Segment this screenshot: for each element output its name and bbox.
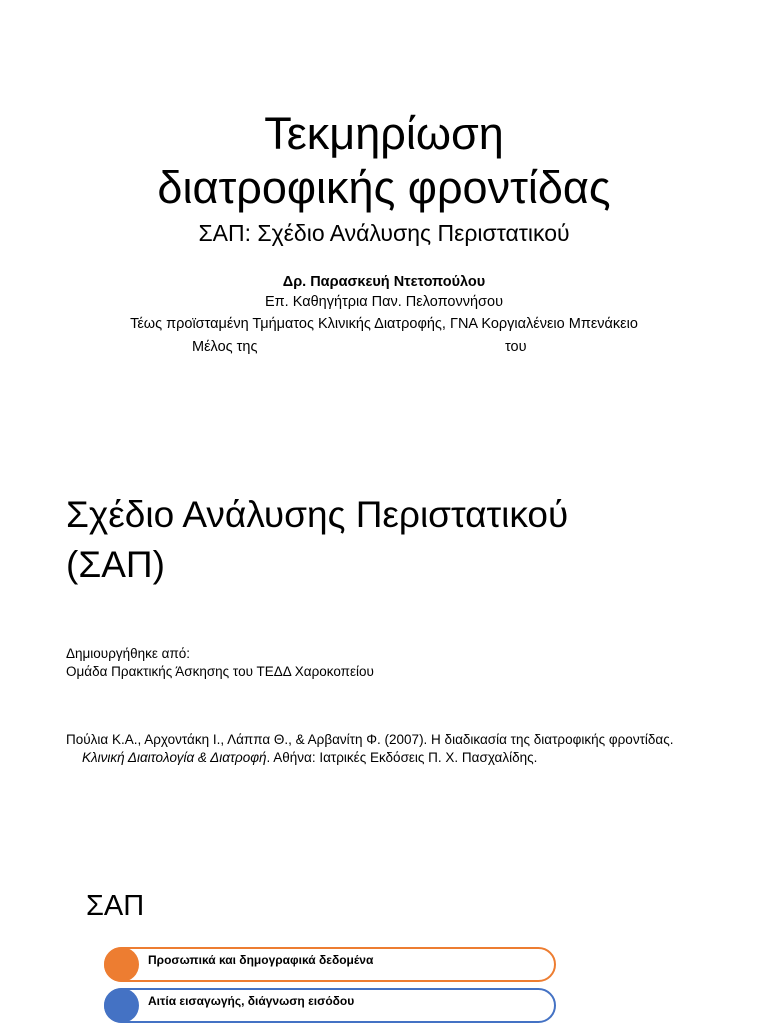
sap-item-label: Προσωπικά και δημογραφικά δεδομένα [148,953,374,967]
slide2-title-line1: Σχέδιο Ανάλυσης Περιστατικού [66,494,569,535]
author-affiliation-2: Τέως προϊσταμένη Τμήματος Κλινικής Διατροφής, ΓΝΑ Κοργιαλένειο Μπενάκειο [130,316,638,332]
bullet-circle [104,947,139,982]
slide1-title [0,107,768,215]
sap-item-personal-data [104,947,556,982]
slide2-title-line2: (ΣΑΠ) [66,544,165,585]
created-by-value: Ομάδα Πρακτικής Άσκησης του ΤΕΔΔ Χαροκοπείου [66,664,374,679]
slide1-title-line2: διατροφικής φροντίδας [157,162,611,213]
author-affiliation-1: Επ. Καθηγήτρια Παν. Πελοποννήσου [264,294,504,310]
created-by-label: Δημιουργήθηκε από: [66,646,191,661]
sap-item-admission-reason [104,988,556,1023]
reference-source [66,749,673,767]
sap-item-label: Αιτία εισαγωγής, διάγνωση εισόδου [148,994,355,1008]
slide2-title [66,490,568,590]
slide3-title: ΣΑΠ [86,890,145,922]
slide1-title-line1: Τεκμηρίωση [264,108,504,159]
author-name: Δρ. Παρασκευή Ντετοπούλου [282,274,486,290]
bullet-circle [104,988,139,1023]
member-suffix: του [505,339,527,355]
reference-journal: Κλινική Διαιτολογία & Διατροφή [82,750,267,765]
reference [66,731,673,767]
slide1-subtitle: ΣΑΠ: Σχέδιο Ανάλυσης Περιστατικού [198,220,570,246]
created-by-block [66,645,374,681]
member-prefix: Μέλος της [192,339,258,355]
reference-text: Πούλια Κ.Α., Αρχοντάκη Ι., Λάππα Θ., & Αρβανίτη Φ. (2007). Η διαδικασία της διατροφικής φροντίδας. [66,732,674,747]
reference-publisher: . Αθήνα: Ιατρικές Εκδόσεις Π. Χ. Πασχαλίδης. [266,750,538,765]
